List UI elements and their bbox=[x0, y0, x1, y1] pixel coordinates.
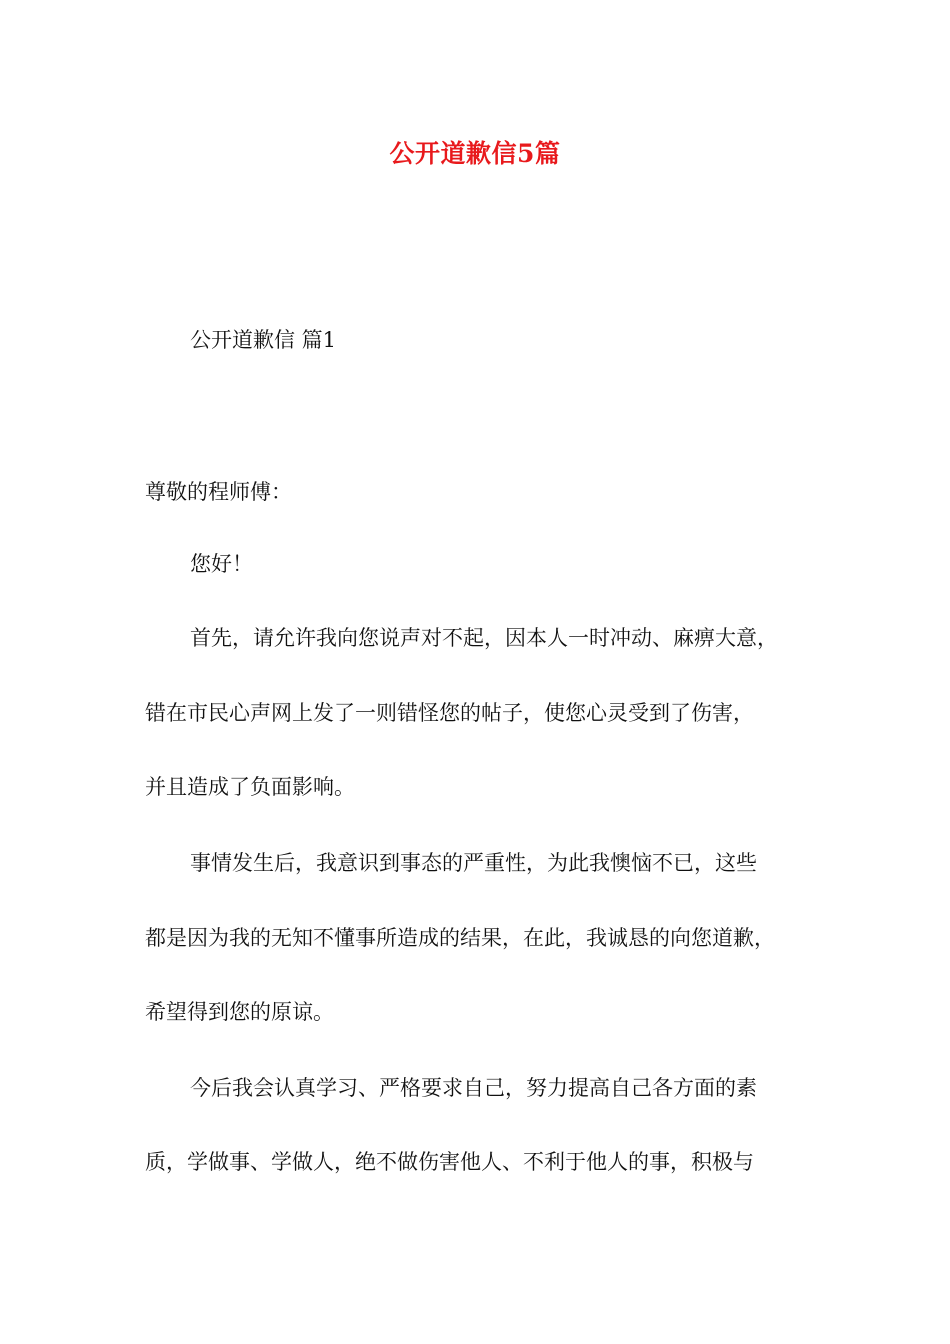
body-line: 质，学做事、学做人，绝不做伤害他人、不利于他人的事，积极与 bbox=[145, 1150, 754, 1174]
section-heading: 公开道歉信 篇1 bbox=[190, 328, 337, 352]
body-line: 首先，请允许我向您说声对不起，因本人一时冲动、麻痹大意， bbox=[190, 626, 778, 650]
body-line: 并且造成了负面影响。 bbox=[145, 775, 355, 799]
body-line: 希望得到您的原谅。 bbox=[145, 1000, 334, 1024]
body-line: 事情发生后，我意识到事态的严重性，为此我懊恼不已，这些 bbox=[190, 851, 757, 875]
greeting: 您好！ bbox=[190, 552, 253, 576]
body-line: 都是因为我的无知不懂事所造成的结果，在此，我诚恳的向您道歉， bbox=[145, 926, 775, 950]
body-line: 今后我会认真学习、严格要求自己，努力提高自己各方面的素 bbox=[190, 1076, 757, 1100]
document-title: 公开道歉信5篇 bbox=[389, 139, 561, 168]
salutation: 尊敬的程师傅： bbox=[145, 480, 292, 504]
body-line: 错在市民心声网上发了一则错怪您的帖子，使您心灵受到了伤害， bbox=[145, 701, 754, 725]
